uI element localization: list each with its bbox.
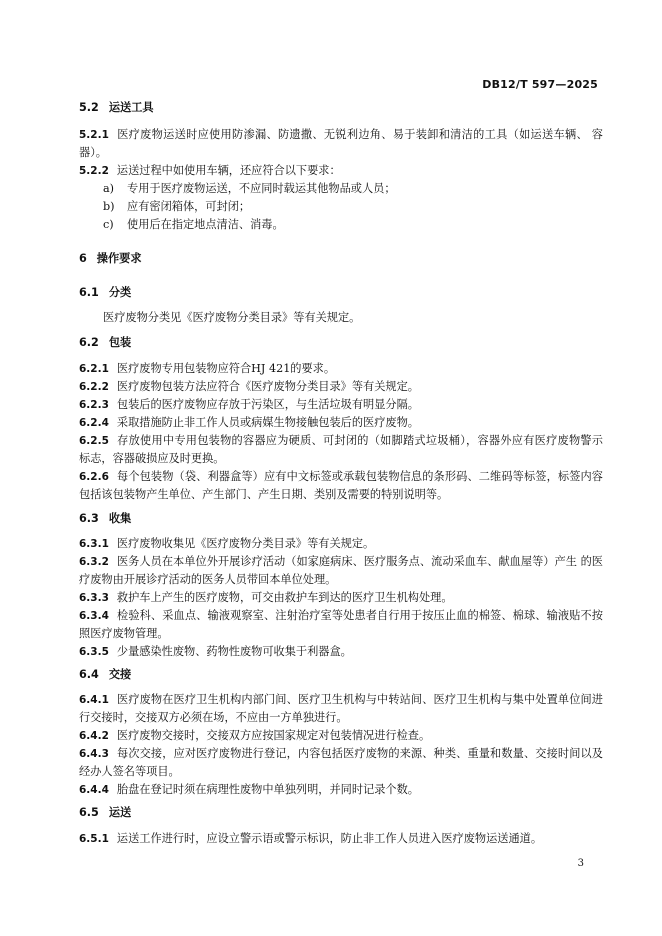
- clause-text: 存放使用中专用包装物的容器应为硬质、可封闭的（如脚踏式垃圾桶），容器外应有医疗废物警示标志，容器破损应及时更换。: [79, 434, 603, 465]
- heading-text: 运送工具: [108, 101, 154, 114]
- clause-6-2-6: [79, 468, 603, 504]
- page-number: 3: [577, 858, 584, 869]
- clause-6-3-4: [79, 607, 603, 643]
- clause-6-2-3: [79, 396, 603, 414]
- clause-text: 医务人员在本单位外开展诊疗活动（如家庭病床、医疗服务点、流动采血车、献血屋等）产生 的医疗废物由开展诊疗活动的医务人员带回本单位处理。: [79, 555, 603, 586]
- clause-text: 医疗废物收集见《医疗废物分类目录》等有关规定。: [116, 537, 375, 550]
- heading-number: 6.3: [79, 512, 99, 525]
- clause-number: 6.2.5: [79, 435, 109, 447]
- list-item-c: [79, 216, 627, 234]
- clause-6-3-3: [79, 589, 603, 607]
- clause-number: 6.3.2: [79, 556, 109, 568]
- clause-number: 5.2.2: [79, 165, 109, 177]
- heading-6-3: [79, 510, 603, 528]
- heading-number: 6.1: [79, 286, 99, 299]
- heading-text: 交接: [108, 668, 132, 681]
- clause-number: 6.4.4: [79, 784, 109, 796]
- heading-6: [79, 250, 603, 268]
- clause-number: 6.2.4: [79, 417, 109, 429]
- clause-number: 6.2.2: [79, 381, 109, 393]
- clause-6-4-3: [79, 745, 603, 781]
- standard-code: DB12/T 597—2025: [482, 78, 598, 91]
- clause-number: 6.3.3: [79, 592, 109, 604]
- clause-text: 胎盘在登记时须在病理性废物中单独列明，并同时记录个数。: [116, 783, 419, 796]
- clause-6-3-5: [79, 643, 603, 661]
- clause-text: 医疗废物在医疗卫生机构内部门间、医疗卫生机构与中转站间、医疗卫生机构与集中处置单位间进行交接时，交接双方必须在场，不应由一方单独进行。: [79, 693, 603, 724]
- clause-6-2-1: [79, 360, 603, 378]
- clause-text: 医疗废物专用包装物应符合HJ 421的要求。: [116, 362, 336, 375]
- clause-number: 6.4.3: [79, 748, 109, 760]
- clause-number: 6.2.6: [79, 471, 109, 483]
- clause-text: 运送过程中如使用车辆，还应符合以下要求：: [116, 164, 341, 177]
- heading-6-1: [79, 284, 603, 302]
- clause-text: 医疗废物交接时，交接双方应按国家规定对包装情况进行检查。: [116, 729, 431, 742]
- clause-6-4-1: [79, 691, 603, 727]
- clause-text: 每个包装物（袋、利器盒等）应有中文标签或承载包装物信息的条形码、二维码等标签，标签内容包括该包装物产生单位、产生部门、产生日期、类别及需要的特别说明等。: [79, 470, 603, 501]
- clause-number: 5.2.1: [79, 129, 109, 141]
- clause-text: 少量感染性废物、药物性废物可收集于利器盒。: [116, 645, 352, 658]
- heading-6-4: [79, 666, 603, 684]
- heading-number: 5.2: [79, 101, 99, 114]
- heading-text: 包装: [108, 336, 132, 349]
- list-text: 使用后在指定地点清洁、消毒。: [127, 218, 284, 231]
- clause-number: 6.2.1: [79, 363, 109, 375]
- clause-number: 6.3.1: [79, 538, 109, 550]
- heading-number: 6.5: [79, 806, 99, 819]
- clause-number: 6.4.2: [79, 730, 109, 742]
- clause-text: 检验科、采血点、输液观察室、注射治疗室等处患者自行用于按压止血的棉签、棉球、输液贴不按照医疗废物管理。: [79, 609, 603, 640]
- list-text: 应有密闭箱体，可封闭；: [127, 200, 251, 213]
- clause-text: 包装后的医疗废物应存放于污染区，与生活垃圾有明显分隔。: [116, 398, 419, 411]
- clause-text: 医疗废物包装方法应符合《医疗废物分类目录》等有关规定。: [116, 380, 419, 393]
- clause-text: 采取措施防止非工作人员或病媒生物接触包装后的医疗废物。: [116, 416, 419, 429]
- clause-5-2-2: [79, 162, 603, 180]
- clause-6-2-5: [79, 432, 603, 468]
- list-text: 专用于医疗废物运送，不应同时载运其他物品或人员；: [127, 182, 396, 195]
- list-marker: b): [103, 200, 115, 213]
- heading-text: 分类: [108, 286, 132, 299]
- heading-text: 运送: [108, 806, 132, 819]
- clause-5-2-1: [79, 126, 603, 162]
- clause-text: 医疗废物运送时应使用防渗漏、防遗撒、无锐利边角、易于装卸和清洁的工具（如运送车辆、 容器）。: [79, 128, 603, 159]
- heading-text: 收集: [108, 512, 132, 525]
- list-marker: a): [103, 182, 115, 195]
- heading-number: 6.2: [79, 336, 99, 349]
- clause-number: 6.3.4: [79, 610, 109, 622]
- heading-6-2: [79, 334, 603, 352]
- list-item-b: [79, 198, 627, 216]
- clause-text: 运送工作进行时，应设立警示语或警示标识，防止非工作人员进入医疗废物运送通道。: [116, 832, 543, 845]
- clause-text: 每次交接，应对医疗废物进行登记，内容包括医疗废物的来源、种类、重量和数量、交接时间以及经办人签名等项目。: [79, 747, 603, 778]
- clause-number: 6.2.3: [79, 399, 109, 411]
- clause-text: 救护车上产生的医疗废物，可交由救护车到达的医疗卫生机构处理。: [116, 591, 453, 604]
- clause-6-3-2: [79, 553, 603, 589]
- clause-6-2-2: [79, 378, 603, 396]
- clause-6-5-1: [79, 830, 603, 848]
- heading-number: 6.4: [79, 668, 99, 681]
- clause-6-3-1: [79, 535, 603, 553]
- clause-6-1-body: 医疗废物分类见《医疗废物分类目录》等有关规定。: [103, 311, 361, 324]
- clause-number: 6.4.1: [79, 694, 109, 706]
- heading-6-5: [79, 804, 603, 822]
- clause-6-4-4: [79, 781, 603, 799]
- heading-text: 操作要求: [96, 252, 142, 265]
- clause-number: 6.3.5: [79, 646, 109, 658]
- heading-number: 6: [79, 252, 87, 265]
- heading-5-2: [79, 99, 603, 117]
- clause-6-2-4: [79, 414, 603, 432]
- clause-number: 6.5.1: [79, 833, 109, 845]
- list-marker: c): [103, 218, 114, 231]
- list-item-a: [79, 180, 627, 198]
- clause-6-4-2: [79, 727, 603, 745]
